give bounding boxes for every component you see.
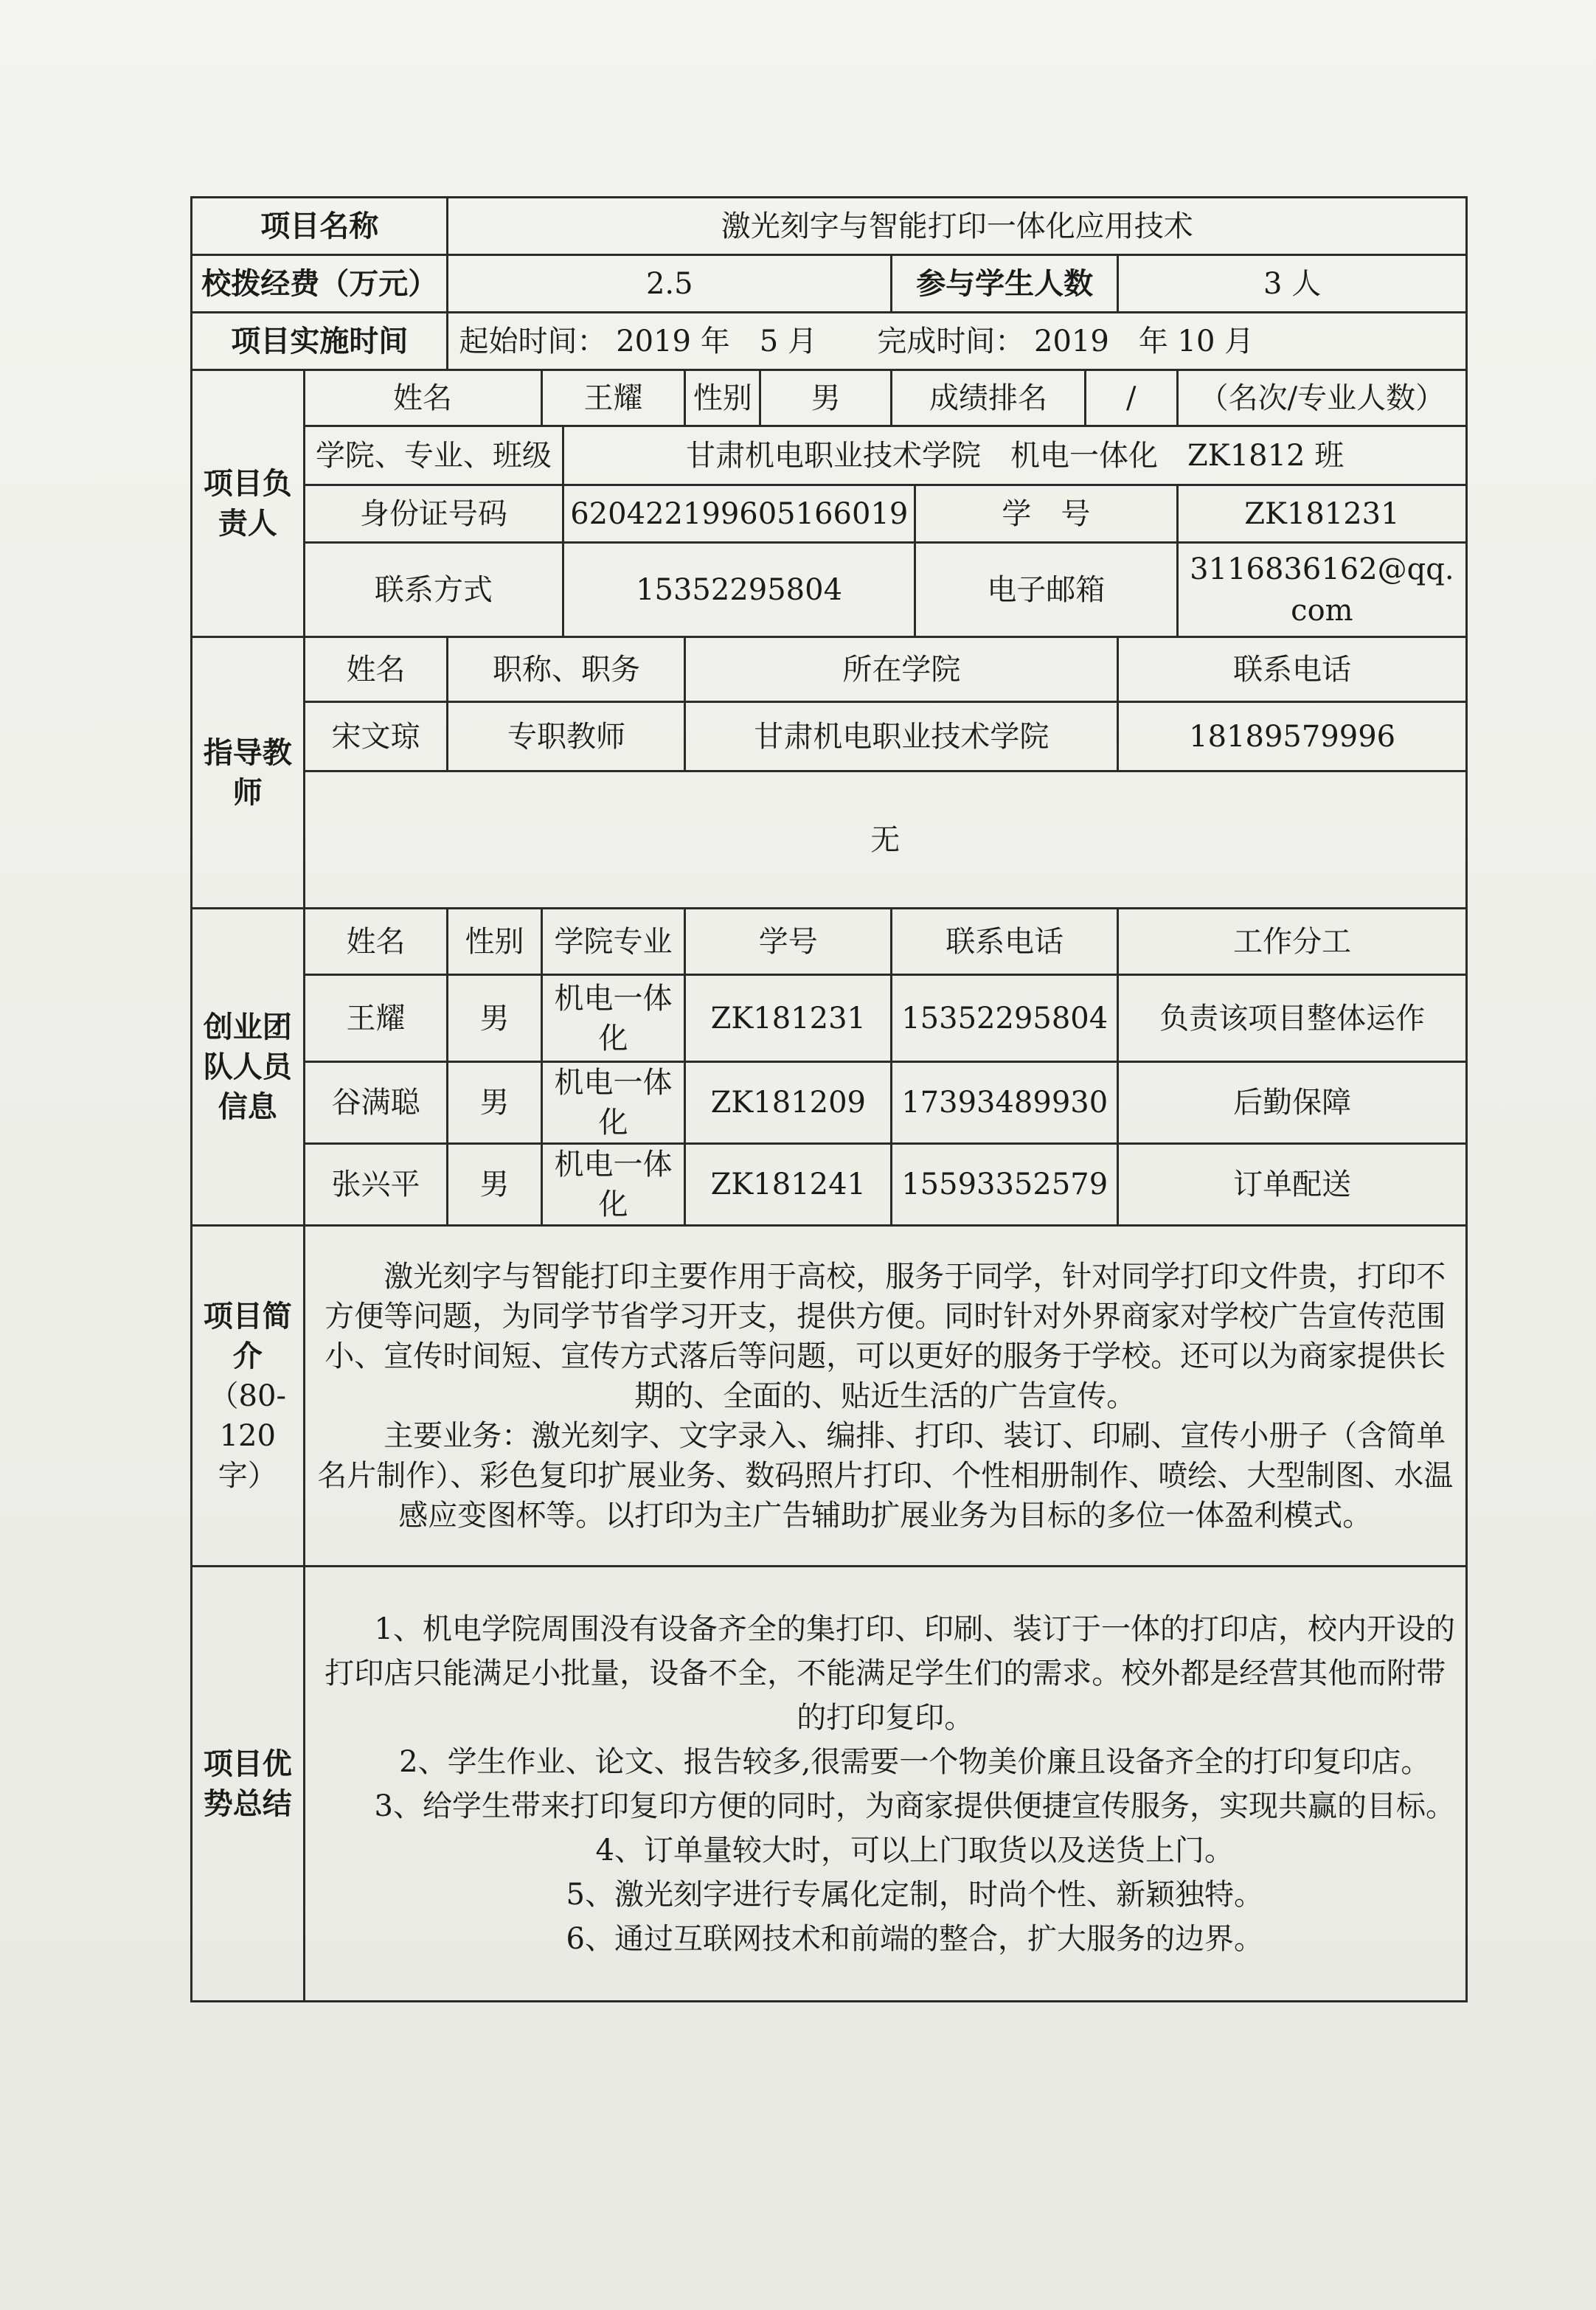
- leader-rank-note: （名次/专业人数）: [1177, 370, 1466, 426]
- team-member-studentno: ZK181209: [685, 1062, 892, 1144]
- team-header-major: 学院专业: [541, 909, 685, 975]
- team-member-phone: 15593352579: [892, 1144, 1118, 1226]
- leader-name-value: 王耀: [541, 370, 685, 426]
- implementation-time-label: 项目实施时间: [192, 313, 448, 370]
- advisor-header-name: 姓名: [304, 637, 448, 702]
- start-time-value: 2019 年 5 月: [616, 324, 817, 358]
- leader-studentno-label: 学 号: [915, 485, 1177, 543]
- leader-studentno-value: ZK181231: [1177, 485, 1466, 543]
- team-member-major: 机电一体化: [541, 1144, 685, 1226]
- advantages-text: [304, 1567, 1466, 2002]
- team-member-phone: 15352295804: [892, 975, 1118, 1062]
- list-item: 6、通过互联网技术和前端的整合，扩大服务的边界。: [566, 1921, 1263, 1956]
- students-count-label: 参与学生人数: [892, 255, 1118, 313]
- project-application-form: [190, 196, 1468, 2002]
- leader-college-label: 学院、专业、班级: [304, 426, 563, 485]
- leader-section-label: 项目负责人: [192, 370, 305, 637]
- funding-label: 校拨经费（万元）: [192, 255, 448, 313]
- leader-contact-label: 联系方式: [304, 543, 563, 637]
- intro-paragraph-1: 激光刻字与智能打印主要作用于高校，服务于同学，针对同学打印文件贵，打印不方便等问题，为同学节省学习开支，提供方便。同时针对外界商家对学校广告宣传范围小、宣传时间短、宣传方式落后等问题，可以更好的服务于学校。还可以为商家提供长期的、全面的、贴近生活的广告宣传。: [325, 1259, 1446, 1413]
- advisor-header-title: 职称、职务: [448, 637, 685, 702]
- leader-name-label: 姓名: [304, 370, 541, 426]
- team-member-major: 机电一体化: [541, 1062, 685, 1144]
- advisor-phone: 18189579996: [1118, 702, 1467, 771]
- leader-id-value: 620422199605166019: [563, 485, 915, 543]
- team-member-gender: 男: [448, 1062, 541, 1144]
- leader-email-label: 电子邮箱: [915, 543, 1177, 637]
- leader-gender-value: 男: [760, 370, 892, 426]
- leader-id-label: 身份证号码: [304, 485, 563, 543]
- funding-value: 2.5: [448, 255, 892, 313]
- team-header-studentno: 学号: [685, 909, 892, 975]
- intro-paragraph-2: 主要业务：激光刻字、文字录入、编排、打印、装订、印刷、宣传小册子（含简单名片制作）、彩色复印扩展业务、数码照片打印、个性相册制作、喷绘、大型制图、水温感应变图杯等。以打印为主广告辅助扩展业务为目标的多位一体盈利模式。: [317, 1418, 1454, 1533]
- end-time-label: 完成时间：: [877, 324, 1025, 358]
- advisor-header-college: 所在学院: [685, 637, 1118, 702]
- advisor-title: 专职教师: [448, 702, 685, 771]
- team-member-major: 机电一体化: [541, 975, 685, 1062]
- team-member-studentno: ZK181241: [685, 1144, 892, 1226]
- leader-college-value: 甘肃机电职业技术学院 机电一体化 ZK1812 班: [563, 426, 1467, 485]
- list-item: 4、订单量较大时，可以上门取货以及送货上门。: [595, 1833, 1234, 1867]
- project-name-label: 项目名称: [192, 198, 448, 255]
- table-row: [192, 1062, 1467, 1144]
- team-member-name: 谷满聪: [304, 1062, 448, 1144]
- team-member-gender: 男: [448, 975, 541, 1062]
- intro-section-length: （80-120字）: [209, 1378, 286, 1493]
- leader-rank-label: 成绩排名: [892, 370, 1086, 426]
- advisor-name: 宋文琼: [304, 702, 448, 771]
- team-member-duty: 订单配送: [1118, 1144, 1467, 1226]
- team-member-duty: 负责该项目整体运作: [1118, 975, 1467, 1062]
- implementation-time-value: [448, 313, 1467, 370]
- project-name-value: 激光刻字与智能打印一体化应用技术: [448, 198, 1467, 255]
- team-member-studentno: ZK181231: [685, 975, 892, 1062]
- team-header-gender: 性别: [448, 909, 541, 975]
- end-time-value: 2019 年 10 月: [1034, 324, 1255, 358]
- team-member-phone: 17393489930: [892, 1062, 1118, 1144]
- team-member-gender: 男: [448, 1144, 541, 1226]
- advisor-section-label: 指导教师: [192, 637, 305, 909]
- list-item: 5、激光刻字进行专属化定制，时尚个性、新颖独特。: [566, 1877, 1263, 1912]
- advantages-section-label: 项目优势总结: [192, 1567, 305, 2002]
- list-item: 2、学生作业、论文、报告较多,很需要一个物美价廉且设备齐全的打印复印店。: [399, 1744, 1431, 1779]
- team-header-duty: 工作分工: [1118, 909, 1467, 975]
- list-item: 1、机电学院周围没有设备齐全的集打印、印刷、装订于一体的打印店，校内开设的打印店只能满足小批量，设备不全，不能满足学生们的需求。校外都是经营其他而附带的打印复印。: [325, 1612, 1455, 1735]
- team-member-duty: 后勤保障: [1118, 1062, 1467, 1144]
- leader-email-value: 3116836162@qq.com: [1177, 543, 1466, 637]
- intro-text: [304, 1226, 1466, 1567]
- team-header-phone: 联系电话: [892, 909, 1118, 975]
- team-member-name: 王耀: [304, 975, 448, 1062]
- team-section-label: 创业团队人员信息: [192, 909, 305, 1226]
- table-row: [192, 975, 1467, 1062]
- team-member-name: 张兴平: [304, 1144, 448, 1226]
- intro-section-title: 项目简介: [203, 1298, 292, 1373]
- advisor-header-phone: 联系电话: [1118, 637, 1467, 702]
- leader-gender-label: 性别: [685, 370, 760, 426]
- advisor-extra: 无: [304, 771, 1466, 909]
- intro-section-label: [192, 1226, 305, 1567]
- team-header-name: 姓名: [304, 909, 448, 975]
- advisor-college: 甘肃机电职业技术学院: [685, 702, 1118, 771]
- leader-contact-value: 15352295804: [563, 543, 915, 637]
- table-row: [192, 1144, 1467, 1226]
- students-count-value: 3 人: [1118, 255, 1467, 313]
- list-item: 3、给学生带来打印复印方便的同时，为商家提供便捷宣传服务，实现共赢的目标。: [374, 1789, 1455, 1823]
- leader-rank-value: /: [1085, 370, 1177, 426]
- start-time-label: 起始时间：: [459, 324, 607, 358]
